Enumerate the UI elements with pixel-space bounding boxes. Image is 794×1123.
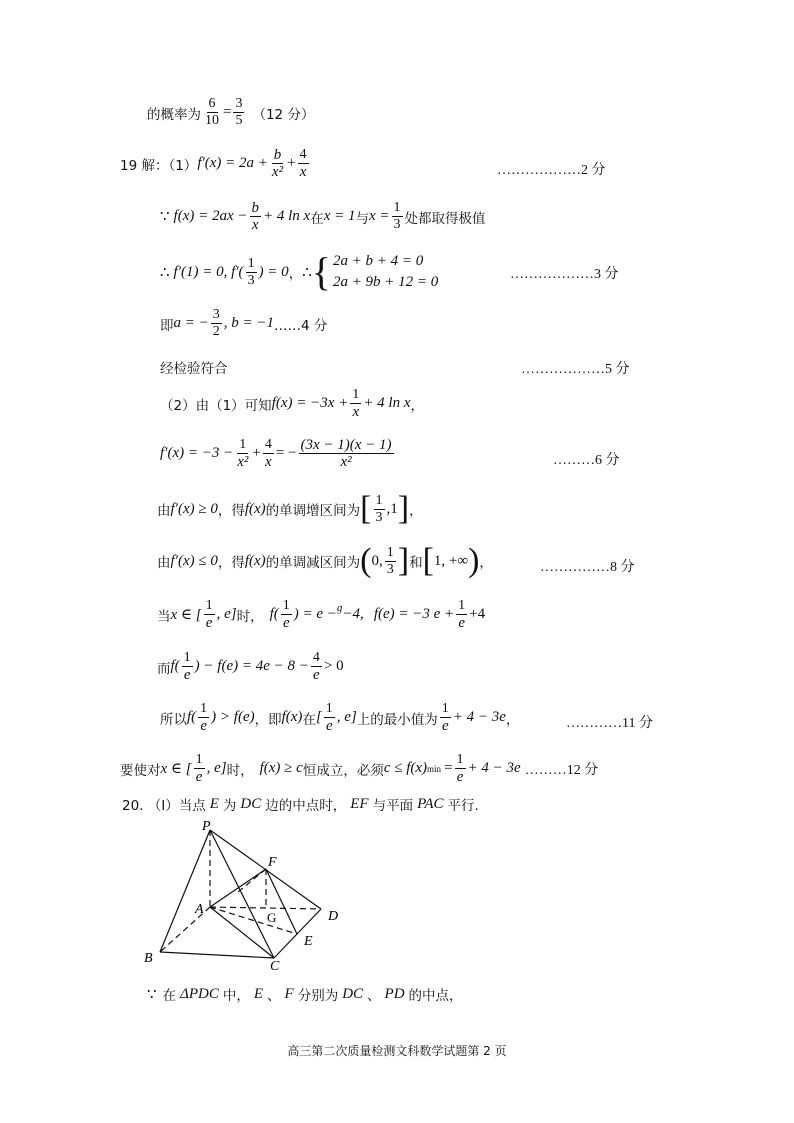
numerator: 1 (239, 437, 247, 452)
numerator: 1 (352, 387, 360, 402)
denominator: e (325, 718, 333, 734)
score: ………12 分 (524, 762, 599, 778)
fraction (298, 147, 309, 180)
math-expr: E (209, 795, 219, 812)
text: 要使对 (120, 762, 161, 779)
math-expr: [ (315, 709, 322, 725)
math-expr: ) − f(e) = 4e − 8 − (194, 658, 309, 674)
text: 在 (162, 988, 177, 1004)
pyramid-figure (138, 816, 348, 972)
numerator: (3x − 1)(x − 1) (300, 437, 392, 453)
math-expr: , e] (336, 709, 357, 725)
derivative-line (160, 437, 396, 470)
fraction (250, 200, 262, 233)
text: 为 (222, 798, 237, 814)
part2-line (160, 387, 424, 420)
text: 在 (302, 711, 316, 728)
denominator: e (441, 718, 449, 734)
label-E: E (304, 934, 313, 949)
midpoint-line (147, 984, 463, 1004)
q20-line (122, 794, 479, 814)
fraction (374, 493, 385, 526)
denominator: 5 (235, 113, 243, 128)
because-symbol: ∵ (147, 986, 157, 1003)
text: 平行. (447, 798, 479, 814)
label-P: P (202, 819, 211, 834)
math-expr: f(x) (244, 500, 266, 517)
bracket: [ (360, 490, 372, 527)
numerator: 1 (205, 598, 213, 613)
solution-line (160, 307, 327, 340)
text: 与平面 (372, 798, 414, 814)
text: 恒成立，必须 (302, 762, 384, 779)
math-expr: DC (342, 985, 364, 1002)
score: ………………2 分 (497, 163, 606, 178)
fraction (385, 545, 396, 578)
fraction (211, 307, 222, 340)
label-B: B (144, 951, 153, 966)
text: ，得 (217, 503, 245, 519)
math-expr: E (253, 985, 264, 1002)
denominator: 3 (393, 217, 401, 232)
score: （12 分） (252, 106, 315, 123)
denominator: e (195, 769, 203, 785)
requirement-line (120, 752, 598, 785)
text: 、 (367, 988, 381, 1004)
fraction (455, 752, 466, 785)
numerator: 1 (247, 255, 255, 271)
text: 边的中点时， (265, 798, 347, 814)
math-expr: , b = −1 (223, 315, 274, 331)
text: 上的最小值为 (356, 711, 438, 728)
math-expr: x ∈ [ (160, 761, 192, 777)
label-A: A (195, 902, 204, 917)
fraction (440, 701, 451, 734)
math-expr: c ≤ f(x) (383, 760, 428, 776)
math-expr: + 4 ln x (263, 208, 311, 224)
text: 的中点， (408, 988, 463, 1004)
probability-line (147, 96, 314, 129)
math-expr: f(x) ≥ c (259, 760, 303, 776)
text: 当 (157, 608, 171, 625)
text: 所以 (160, 711, 187, 728)
numerator: 1 (200, 701, 208, 716)
label-F: F (268, 855, 277, 870)
fraction (204, 598, 215, 631)
math-expr: ) > f(e) (211, 709, 255, 725)
increasing-line (157, 492, 423, 526)
denominator: e (200, 718, 207, 734)
numerator: 4 (312, 650, 320, 665)
math-expr: f(x) (281, 709, 303, 725)
math-expr: 0, (371, 552, 383, 569)
question-label: 20. （Ⅰ）当点 (122, 798, 206, 814)
math-expr: PD (384, 985, 405, 1002)
numerator: 1 (282, 598, 290, 613)
numerator: b (273, 147, 282, 163)
numerator: b (251, 200, 260, 216)
page-footer: 高三第二次质量检测文科数学试题第 2 页 (287, 1044, 507, 1058)
denominator: e (183, 667, 191, 683)
numerator: 1 (458, 598, 466, 613)
fraction (392, 200, 403, 233)
fraction (350, 387, 361, 420)
text: 由 (157, 503, 171, 519)
subscript: min (427, 763, 442, 774)
fraction (203, 96, 221, 129)
math-expr: PAC (417, 795, 444, 812)
numerator: 3 (235, 96, 243, 111)
segment-AF (210, 869, 266, 907)
when-line (157, 598, 485, 631)
math-expr: F (284, 985, 294, 1002)
score: ……………8 分 (540, 560, 635, 575)
plus: + (252, 445, 261, 461)
math-expr: + 4 − 3e (467, 760, 521, 776)
numerator: 1 (441, 701, 449, 716)
numerator: 1 (195, 752, 203, 767)
score: ………………3 分 (510, 267, 619, 282)
denominator: x (352, 404, 360, 420)
text: 由 (157, 555, 171, 571)
score: ………6 分 (553, 453, 620, 468)
equals: = (223, 104, 232, 120)
score: ………………5 分 (521, 362, 630, 377)
numerator: 4 (264, 437, 272, 452)
denominator: 2 (212, 324, 220, 339)
fraction (246, 256, 257, 289)
fraction (235, 437, 250, 470)
edge-PC (210, 830, 277, 958)
denominator: e (456, 769, 464, 785)
math-expr: ,1 (386, 500, 398, 517)
text: 时， (226, 762, 254, 779)
fraction (270, 147, 285, 180)
math-expr: , e] (206, 760, 227, 776)
numerator: 1 (325, 701, 333, 716)
paren: ) (468, 542, 480, 579)
therefore-line (160, 251, 438, 293)
fraction (456, 598, 467, 631)
numerator: 1 (456, 752, 464, 767)
decreasing-line (157, 544, 493, 578)
math-expr: +4 (469, 606, 486, 622)
denominator: x (265, 454, 272, 470)
numerator: 1 (393, 200, 401, 215)
equals: = − (275, 445, 297, 461)
math-expr: EF (350, 795, 369, 812)
math-expr: f′(x) ≥ 0 (170, 500, 218, 517)
smudge-glyph: ɡ (336, 601, 343, 614)
fraction (299, 437, 394, 470)
denominator: x (299, 164, 307, 180)
math-expr: f(x) = 2ax − (173, 208, 248, 224)
therefore-symbol: ∴ (302, 264, 312, 281)
math-expr: ΔPDC (180, 985, 219, 1002)
equals: = (444, 760, 453, 776)
label-D: D (328, 909, 339, 924)
numerator: 6 (208, 96, 216, 111)
denominator: 3 (247, 272, 255, 288)
math-expr: > 0 (323, 658, 344, 674)
numerator: 1 (386, 544, 394, 560)
math-expr: f(e) = −3 e + (373, 606, 455, 622)
fraction (194, 752, 205, 785)
math-expr: f( (187, 709, 197, 725)
text: ，得 (217, 555, 245, 571)
equation-system (333, 251, 438, 293)
numerator: 1 (375, 492, 383, 508)
denominator: e (313, 667, 320, 683)
text: 、 (267, 988, 281, 1004)
text: ， (479, 555, 493, 571)
text: 而 (157, 660, 171, 677)
q19-derivative-line (120, 147, 311, 180)
math-expr: , e] (216, 606, 237, 622)
plus: + (287, 155, 296, 171)
text: （2）由（1）可知 (160, 397, 272, 414)
segment-F-mid (238, 869, 266, 892)
math-expr: 1, +∞ (433, 552, 469, 569)
edge-BC (160, 952, 274, 958)
math-expr: f′(1) = 0, f′( (173, 263, 244, 280)
fraction (311, 650, 322, 683)
math-expr: ) = e − (293, 606, 337, 622)
denominator: 3 (375, 509, 383, 525)
fraction (198, 701, 209, 734)
denominator: e (458, 615, 465, 631)
bracket: ] (397, 542, 410, 579)
denominator: 3 (386, 561, 394, 577)
math-expr: −4, (342, 606, 364, 622)
segment-AE (210, 907, 297, 934)
math-expr: f′(x) = −3 − (160, 445, 234, 461)
text: 的概率为 (147, 106, 201, 123)
numerator: 4 (299, 147, 307, 162)
bracket: ] (397, 490, 410, 527)
label-G: G (267, 910, 277, 925)
text: 即 (160, 317, 174, 334)
label-C: C (270, 959, 280, 972)
denominator: 10 (205, 113, 219, 128)
edge-CD (274, 909, 321, 958)
text: ， (409, 503, 423, 519)
score: ……4 分 (274, 317, 328, 334)
text: ， (288, 266, 303, 282)
denominator: x (251, 217, 259, 233)
text: ， (410, 397, 424, 414)
paren: ( (360, 542, 372, 579)
math-expr: DC (240, 795, 262, 812)
text: 的单调增区间为 (265, 503, 361, 519)
text: 中， (222, 988, 250, 1004)
text: 在 (310, 210, 324, 227)
because-symbol: ∵ (160, 209, 170, 225)
difference-line (157, 650, 344, 683)
fraction (233, 96, 244, 129)
fraction (263, 437, 274, 470)
text: 分别为 (297, 988, 339, 1004)
segment-AC (210, 907, 277, 958)
text: 处都取得极值 (404, 210, 486, 227)
denominator: x² (340, 454, 352, 470)
edge-AD (210, 907, 321, 909)
math-expr: x = 1 (323, 208, 356, 224)
equation: 2a + 9b + 12 = 0 (332, 274, 439, 290)
math-expr: + 4 ln x (363, 395, 411, 411)
text: 时， (236, 608, 264, 625)
math-expr: f( (269, 606, 279, 622)
denominator: x² (271, 164, 284, 180)
math-expr: f(x) (244, 552, 266, 569)
question-label: 19 解：（1） (120, 157, 198, 174)
fraction (324, 701, 335, 734)
denominator: e (205, 615, 213, 631)
edge-PB (160, 830, 210, 952)
numerator: 1 (183, 650, 191, 665)
text: 经检验符合 (160, 361, 228, 377)
text: ， (505, 711, 520, 728)
text: 的单调减区间为 (265, 555, 361, 571)
math-expr: f(x) = −3x + (271, 395, 349, 411)
therefore-symbol: ∴ (160, 264, 170, 281)
conclusion-line (160, 701, 519, 734)
because-line (160, 200, 486, 233)
math-expr: a = − (173, 315, 209, 331)
math-expr: f( (170, 658, 180, 674)
fraction (182, 650, 193, 683)
text: 和 (409, 555, 423, 571)
math-expr: x = (369, 208, 390, 224)
math-expr: f′(x) ≤ 0 (170, 552, 218, 569)
bracket: [ (422, 542, 434, 579)
math-expr: ) = 0 (258, 263, 289, 280)
math-expr: + 4 − 3e (452, 709, 506, 725)
score: …………11 分 (566, 716, 653, 731)
math-expr: x ∈ [ (170, 607, 202, 623)
check-line (160, 357, 228, 377)
left-brace: { (311, 249, 331, 294)
numerator: 3 (212, 307, 220, 322)
denominator: x² (237, 454, 249, 470)
equation: 2a + b + 4 = 0 (332, 253, 424, 269)
denominator: e (282, 615, 290, 631)
math-expr: f′(x) = 2a + (197, 155, 268, 171)
fraction (281, 598, 292, 631)
text: 与 (355, 210, 369, 227)
text: ，即 (254, 711, 282, 728)
